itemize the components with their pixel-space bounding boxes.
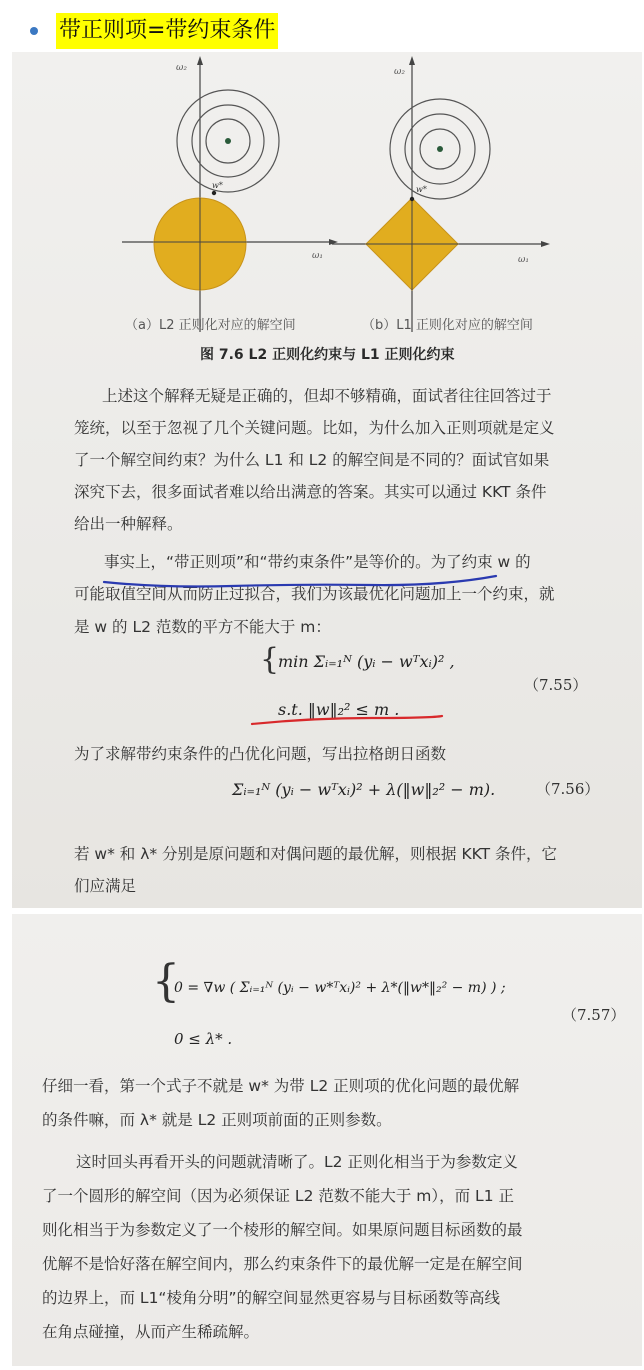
bullet-point: [30, 27, 38, 35]
regularization-figure: [12, 52, 642, 352]
equation-line: 0 = ∇w ( Σᵢ₌₁ᴺ (yᵢ − w*ᵀxᵢ)² + λ*(‖w*‖₂² − m) ) ;: [174, 980, 506, 996]
figure-title: 图 7.6 L2 正则化约束与 L1 正则化约束: [200, 347, 455, 363]
text-line: 的条件嘛，而 λ* 就是 L2 正则项前面的正则参数。: [42, 1111, 392, 1129]
text-line: 这时回头再看开头的问题就清晰了。L2 正则化相当于为参数定义: [76, 1153, 518, 1171]
optimal-point-label-right: w*: [416, 185, 427, 194]
text-line: 在角点碰撞，从而产生稀疏解。: [42, 1323, 260, 1341]
book-page-photo-1: [12, 52, 642, 908]
text-line: 了一个解空间约束？为什么 L1 和 L2 的解空间是不同的？面试官如果: [74, 451, 550, 469]
text-line: 们应满足: [74, 877, 137, 895]
axis-label-x-left: ω₁: [312, 251, 323, 261]
axis-label-y-left: ω₂: [176, 63, 187, 73]
book-page-photo-2: [12, 914, 642, 1366]
equation-number: （7.55）: [524, 676, 588, 694]
bullet-heading-row: [0, 0, 644, 52]
highlighted-heading: 带正则项=带约束条件: [56, 13, 278, 49]
caption-b: （b）L1 正则化对应的解空间: [362, 318, 533, 333]
text-line: 的边界上，而 L1“棱角分明”的解空间显然更容易与目标函数等高线: [42, 1289, 500, 1307]
l1-diagram: [332, 56, 550, 332]
text-line: 可能取值空间从而防止过拟合，我们为该最优化问题加上一个约束，就: [74, 585, 555, 603]
l2-diagram: [122, 56, 338, 332]
axis-label-y-right: ω₂: [394, 67, 405, 77]
text-line: 仔细一看，第一个式子不就是 w* 为带 L2 正则项的优化问题的最优解: [42, 1077, 520, 1095]
text-line: 优解不是恰好落在解空间内，那么约束条件下的最优解一定是在解空间: [42, 1255, 523, 1273]
left-brace: {: [152, 956, 180, 1007]
paragraph-3: 为了求解带约束条件的凸优化问题，写出拉格朗日函数: [74, 745, 447, 763]
text-line: 上述这个解释无疑是正确的，但却不够精确，面试者往往回答过于: [102, 387, 552, 405]
text-line: 则化相当于为参数定义了一个棱形的解空间。如果原问题目标函数的最: [42, 1221, 523, 1239]
left-brace: {: [260, 642, 280, 677]
text-line: 深究下去，很多面试者难以给出满意的答案。其实可以通过 KKT 条件: [74, 483, 547, 501]
red-pen-underline: [12, 704, 642, 734]
equation-number: （7.57）: [562, 1006, 626, 1024]
axis-label-x-right: ω₁: [518, 255, 529, 265]
equation-line: s.t. ‖w‖₂² ≤ m .: [278, 700, 400, 719]
text-line: 事实上，“带正则项”和“带约束条件”是等价的。为了约束 w 的: [104, 553, 531, 571]
caption-a: （a）L2 正则化对应的解空间: [125, 318, 296, 333]
equation-line: 0 ≤ λ* .: [174, 1030, 233, 1048]
equation-line: min Σᵢ₌₁ᴺ (yᵢ − wᵀxᵢ)² ,: [278, 652, 455, 671]
text-line: 若 w* 和 λ* 分别是原问题和对偶问题的最优解，则根据 KKT 条件，它: [74, 845, 558, 863]
optimal-point-label-left: w*: [212, 181, 223, 190]
blue-pen-underline: [12, 562, 642, 602]
equation-number: （7.56）: [536, 780, 600, 798]
text-line: 是 w 的 L2 范数的平方不能大于 m：: [74, 618, 331, 636]
text-line: 了一个圆形的解空间（因为必须保证 L2 范数不能大于 m），而 L1 正: [42, 1187, 514, 1205]
text-line: 笼统，以至于忽视了几个关键问题。比如，为什么加入正则项就是定义: [74, 419, 555, 437]
text-line: 给出一种解释。: [74, 515, 183, 533]
equation-7-56: Σᵢ₌₁ᴺ (yᵢ − wᵀxᵢ)² + λ(‖w‖₂² − m).: [232, 780, 496, 799]
